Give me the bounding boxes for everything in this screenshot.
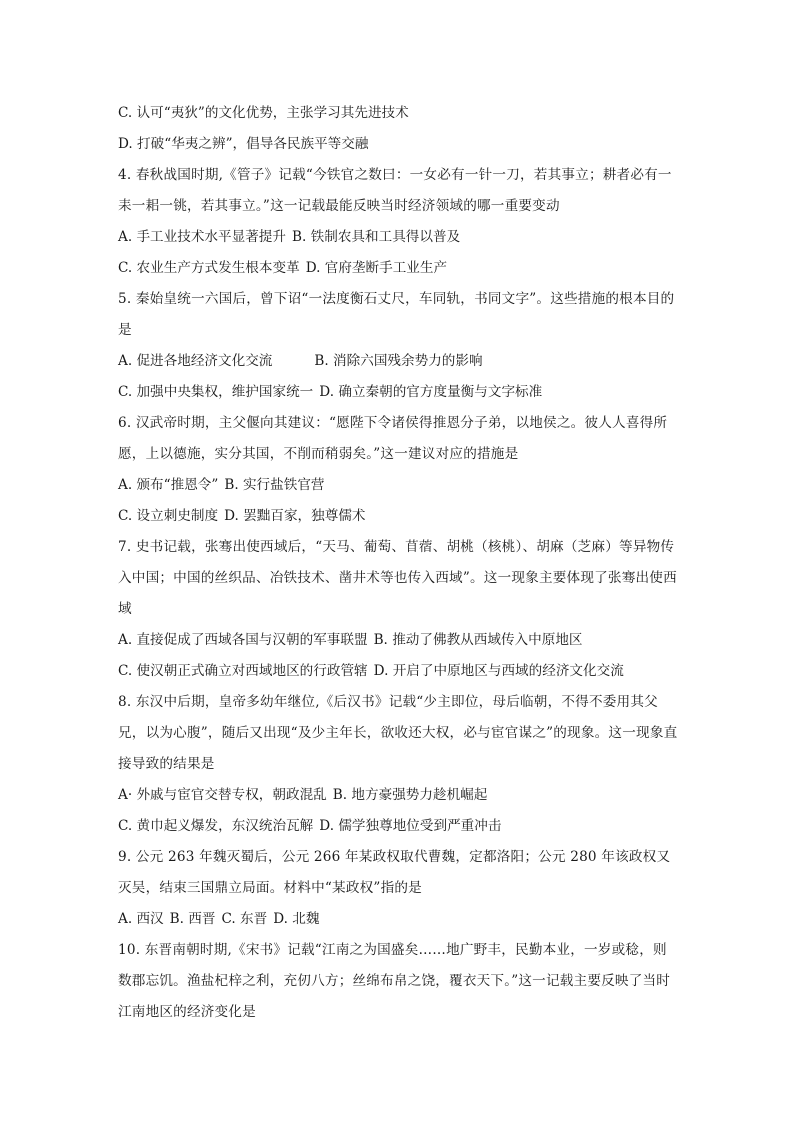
- q7-option-b: B. 推动了佛教从西域传入中原地区: [373, 632, 583, 648]
- q9-option-b: B. 西晋: [169, 911, 216, 927]
- q8-option-c: C. 黄巾起义爆发，东汉统治瓦解: [118, 818, 314, 834]
- q8-options-row-2: [118, 811, 680, 842]
- q8-options-row-1: [118, 780, 680, 811]
- q4-option-c: C. 农业生产方式发生根本变革: [118, 260, 300, 276]
- q5-option-b: B. 消除六国残余势力的影响: [314, 353, 483, 369]
- q7-options-row-1: [118, 625, 680, 656]
- q5-options-row-2: [118, 377, 680, 408]
- q7-option-c: C. 使汉朝正式确立对西域地区的行政管辖: [118, 663, 368, 679]
- q5-option-a: A. 促进各地经济文化交流: [118, 353, 273, 369]
- q7-stem: 7. 史书记载，张骞出使西域后，“天马、葡萄、苜蓿、胡桃（核桃）、胡麻（芝麻）等异物传入中国；中国的丝织品、冶铁技术、凿井术等也传入西域”。这一现象主要体现了张骞出使西域: [118, 539, 677, 617]
- q8-option-b: B. 地方豪强势力趁机崛起: [332, 787, 488, 803]
- q10-stem: 10. 东晋南朝时期,《宋书》记载“江南之为国盛矣……地广野丰，民勤本业，一岁或稔，则数郡忘饥。渔盐杞梓之利，充仞八方；丝绵布帛之饶，覆衣天下。”这一记载主要反映了当时江南地区的经济变化是: [118, 942, 671, 1020]
- q7-options-row-2: [118, 656, 680, 687]
- q9-option-c: C. 东晋: [221, 911, 268, 927]
- q8-stem: 8. 东汉中后期，皇帝多幼年继位,《后汉书》记载“少主即位，母后临朝，不得不委用其父兄，以为心腹”，随后又出现“及少主年长，欲收还大权，必与宦官谋之”的现象。这一现象直接导致的结果是: [118, 694, 678, 772]
- q7-option-a: A. 直接促成了西域各国与汉朝的军事联盟: [118, 632, 368, 648]
- q4-option-d: D. 官府垄断手工业生产: [305, 260, 448, 276]
- q9-options-row: [118, 904, 680, 935]
- q9-option-a: A. 西汉: [118, 911, 164, 927]
- q6-option-a: A. 颁布“推恩令”: [118, 477, 219, 493]
- q4-options-row-2: [118, 253, 680, 284]
- q4-option-a: A. 手工业技术水平显著提升: [118, 229, 286, 245]
- q4-option-b: B. 铁制农具和工具得以普及: [292, 229, 461, 245]
- q6-option-d: D. 罢黜百家，独尊儒术: [224, 508, 366, 524]
- q3-option-c: C. 认可“夷狄”的文化优势，主张学习其先进技术: [118, 105, 409, 121]
- q6-options-row-2: [118, 501, 680, 532]
- q8-option-a: A· 外戚与宦官交替专权，朝政混乱: [118, 787, 327, 803]
- q7-option-d: D. 开启了中原地区与西域的经济文化交流: [373, 663, 624, 679]
- q6-options-row-1: [118, 470, 680, 501]
- q3-option-d: D. 打破“华夷之辨”，倡导各民族平等交融: [118, 136, 369, 152]
- q4-stem: 4. 春秋战国时期,《管子》记载“今铁官之数曰：一女必有一针一刀，若其事立；耕者必有一耒一耜一铫，若其事立。”这一记载最能反映当时经济领域的哪一重要变动: [118, 167, 672, 214]
- q5-stem: 5. 秦始皇统一六国后，曾下诏“一法度衡石丈尺，车同轨，书同文字”。这些措施的根本目的是: [118, 291, 675, 338]
- q9-stem: 9. 公元 263 年魏灭蜀后，公元 266 年某政权取代曹魏，定都洛阳；公元 280 年该政权又灭吴，结束三国鼎立局面。材料中“某政权”指的是: [118, 849, 671, 896]
- q6-option-c: C. 设立刺史制度: [118, 508, 219, 524]
- q5-option-d: D. 确立秦朝的官方度量衡与文字标准: [319, 384, 543, 400]
- q4-options-row-1: [118, 222, 680, 253]
- q6-option-b: B. 实行盐铁官营: [224, 477, 325, 493]
- q5-options-row-1: [118, 346, 680, 377]
- q6-stem: 6. 汉武帝时期，主父偃向其建议：“愿陛下令诸侯得推恩分子弟，以地侯之。彼人人喜得所愿，上以德施，实分其国，不削而稍弱矣。”这一建议对应的措施是: [118, 415, 668, 462]
- q9-option-d: D. 北魏: [273, 911, 320, 927]
- exam-page: [118, 98, 680, 1028]
- q8-option-d: D. 儒学独尊地位受到严重冲击: [319, 818, 502, 834]
- q5-option-c: C. 加强中央集权，维护国家统一: [118, 384, 314, 400]
